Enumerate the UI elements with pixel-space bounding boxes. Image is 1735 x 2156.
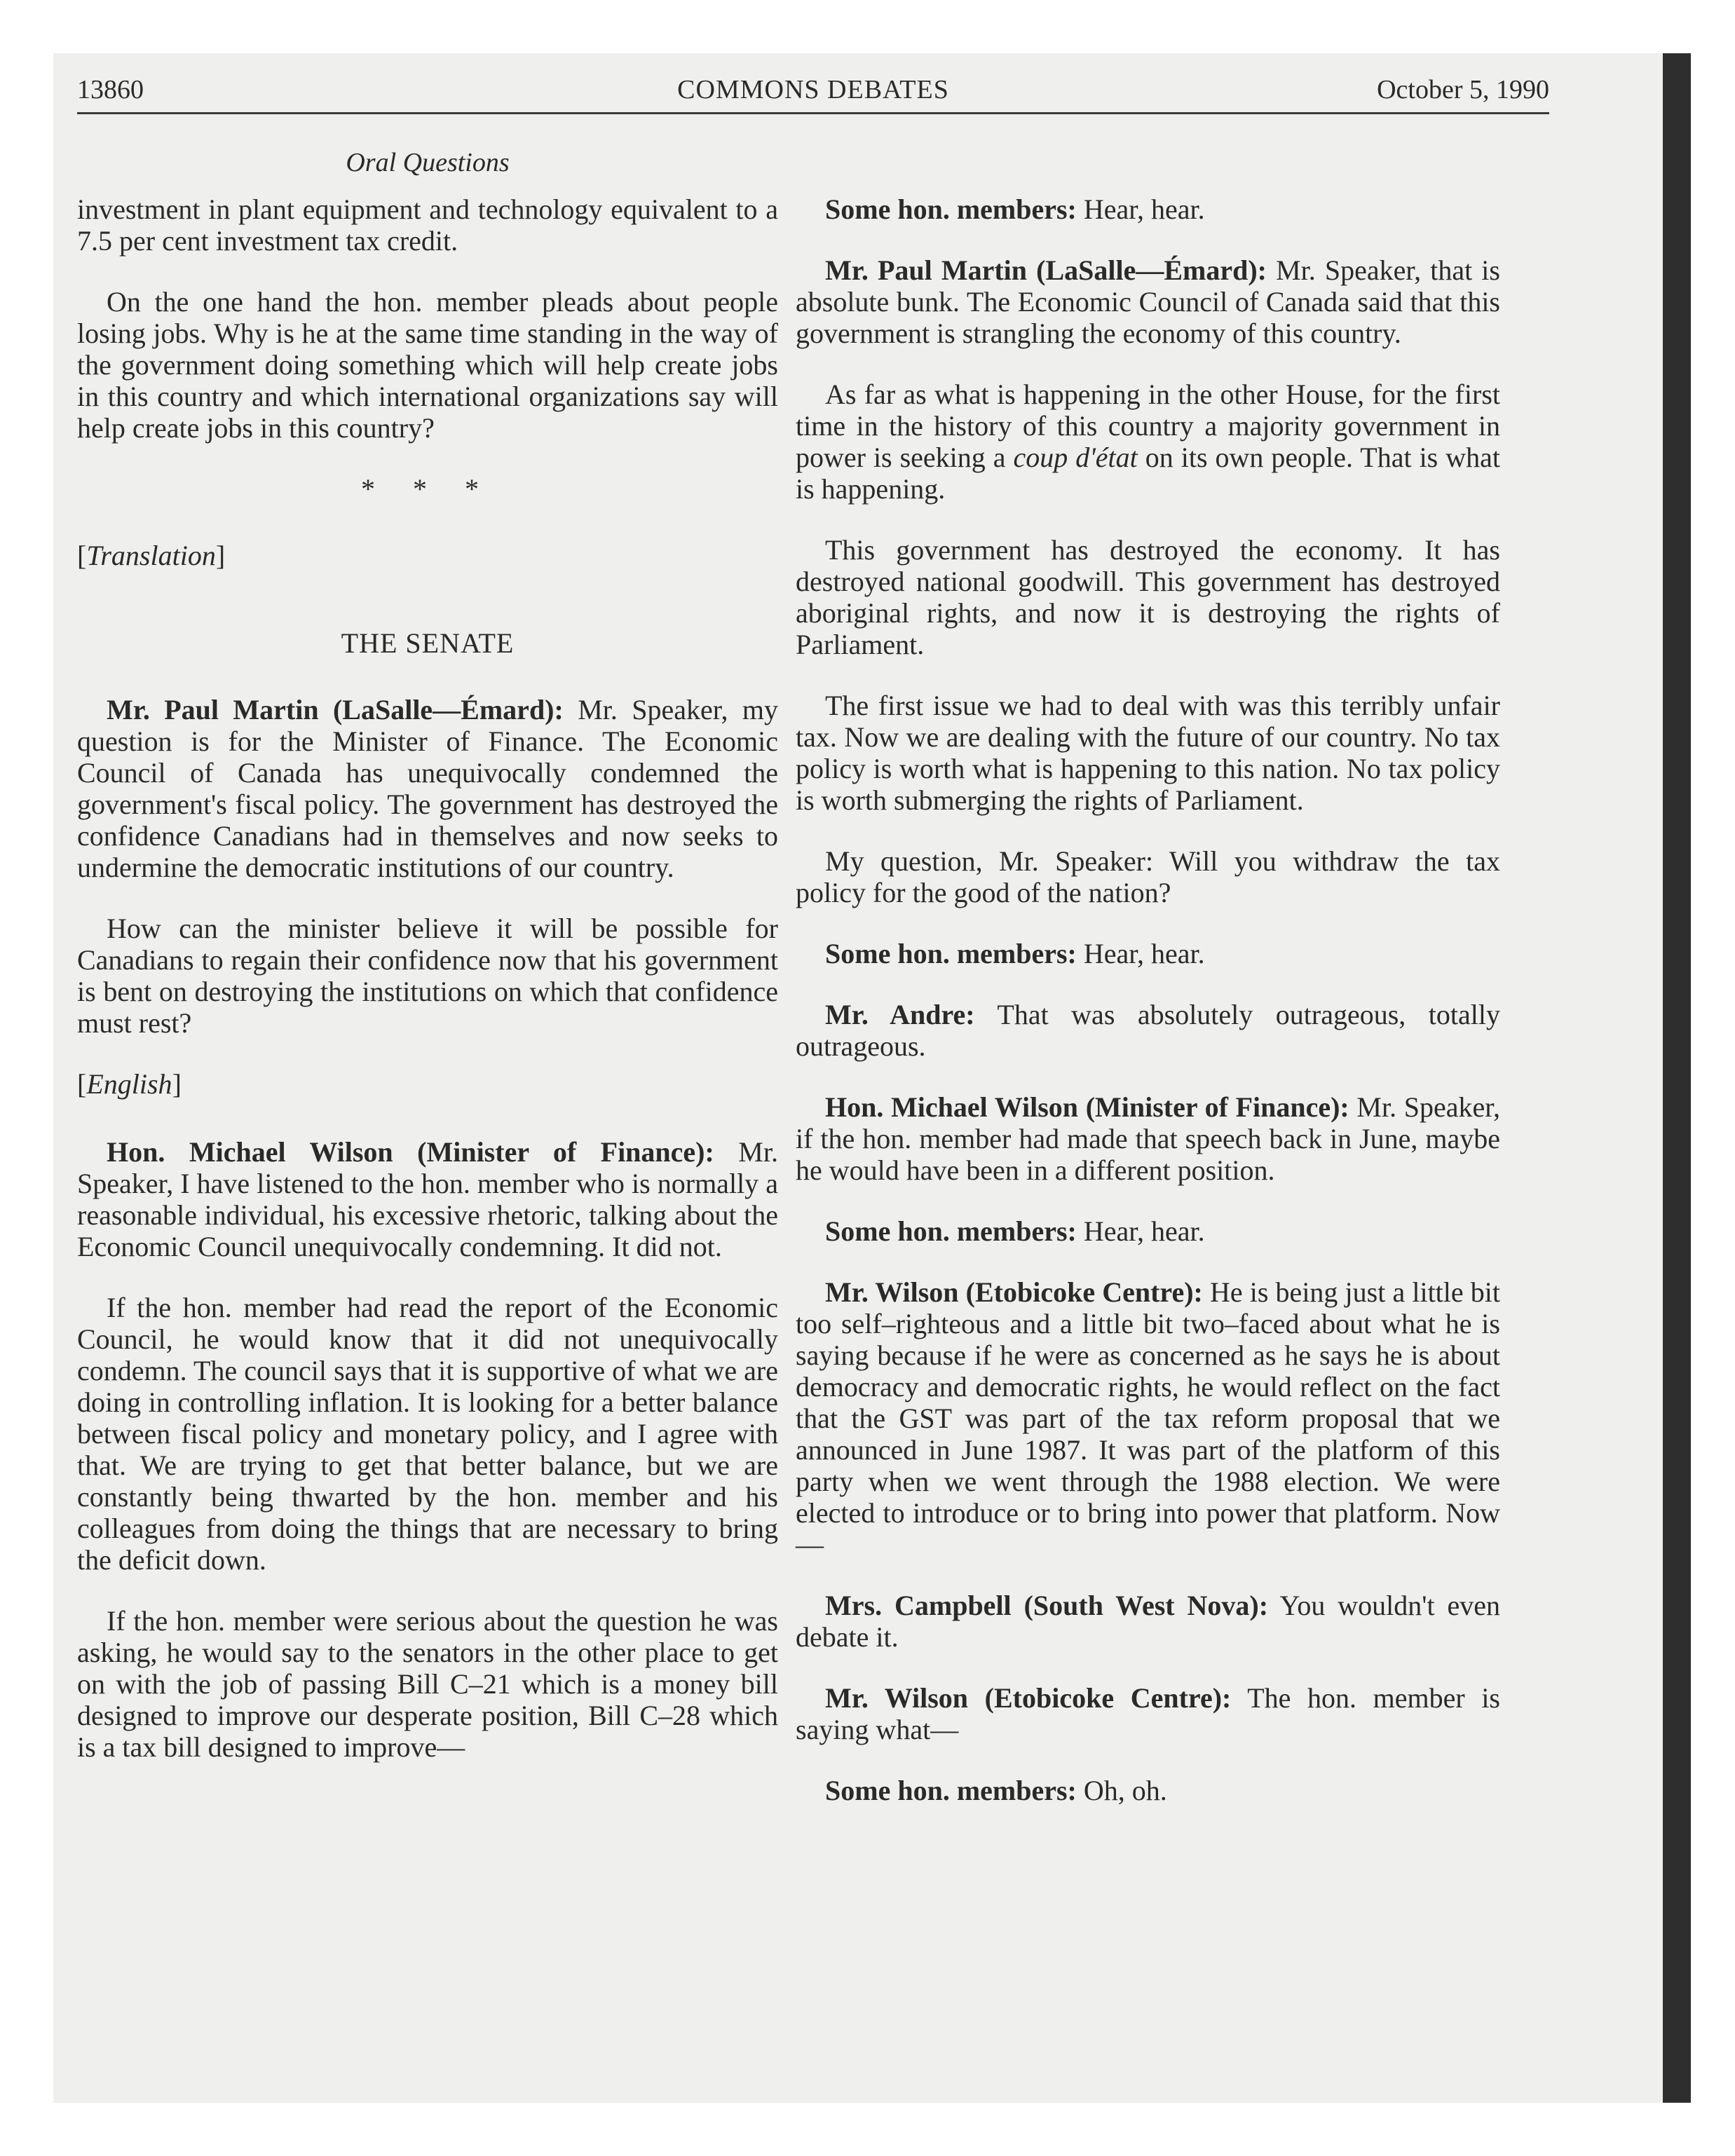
speech [796,1590,1500,1653]
speech-text: Hear, hear. [1076,193,1205,225]
speech [796,1775,1500,1806]
paragraph: investment in plant equipment and technology equivalent to a 7.5 per cent investment tax credit. [77,193,778,257]
speaker-name: Some hon. members: [825,193,1077,225]
speaker-name: Mr. Paul Martin (LaSalle—Émard): [107,694,564,725]
speech [77,1136,778,1262]
speech [796,938,1500,969]
language-tag-english: [English] [77,1068,182,1100]
speech-text: That was absolutely outrageous, totally outrageous. [796,999,1500,1062]
paragraph: My question, Mr. Speaker: Will you withdraw the tax policy for the good of the nation? [796,845,1500,908]
speaker-name: Mr. Paul Martin (LaSalle—Émard): [825,254,1267,286]
speech [796,1682,1500,1745]
speech [77,694,778,883]
section-break: * * * [361,473,494,505]
speech-text: You wouldn't even debate it. [796,1590,1500,1653]
paragraph: If the hon. member had read the report of the Economic Council, he would know that it did not unequivocally condemn. The council says that it is supportive of what we are doing in controlling inflation. It is looking for a better balance between fiscal policy and monetary policy, and I agree with that. We are trying to get that better balance, but we are constantly being thwarted by the hon. member and his colleagues from doing the things that are necessary to bring the deficit down. [77,1292,778,1576]
speaker-name: Some hon. members: [825,938,1077,969]
speaker-name: Hon. Michael Wilson (Minister of Finance): [107,1136,714,1168]
speech [796,193,1500,225]
speaker-name: Mr. Wilson (Etobicoke Centre): [825,1682,1232,1714]
page-header [77,70,1549,112]
language-tag-translation: [Translation] [77,540,226,571]
emphasis: coup d'état [1013,442,1138,473]
speech-text: As far as what is happening in the other House, for the first time in the history of this country a majority government in power is seeking a [796,378,1500,473]
paragraph: On the one hand the hon. member pleads about people losing jobs. Why is he at the same time standing in the way of the government doing something which will help create jobs in this country and which international organizations say will help create jobs in this country? [77,286,778,444]
speech-text: He is being just a little bit too self–righteous and a little bit two–faced about what he is saying because if he were as concerned as he says he is about democracy and democratic rights, he would reflect on the fact that the GST was part of the tax reform proposal that we announced in June 1987. It was part of the platform of this party when we went through the 1988 election. We were elected to introduce or to bring into power that platform. Now— [796,1276,1501,1560]
right-column [796,193,1500,1836]
speech [796,1215,1500,1247]
left-column [77,193,778,1792]
paragraph: If the hon. member were serious about the question he was asking, he would say to the senators in the other place to get on with the job of passing Bill C–21 which is a money bill designed to improve our desperate position, Bill C–28 which is a tax bill designed to improve— [77,1605,778,1763]
speaker-name: Mr. Andre: [825,999,975,1030]
speaker-name: Some hon. members: [825,1775,1077,1806]
binding-edge [1663,53,1691,2103]
page-number: 13860 [77,75,144,104]
speech [796,1091,1500,1186]
speech [796,1276,1500,1560]
speaker-name: Mr. Wilson (Etobicoke Centre): [825,1276,1203,1308]
speech [796,254,1500,349]
speaker-name: Hon. Michael Wilson (Minister of Finance): [825,1091,1349,1123]
speaker-name: Some hon. members: [825,1215,1077,1247]
speech-text: The hon. member is saying what— [796,1682,1500,1745]
paragraph [796,378,1500,505]
running-head: Oral Questions [346,148,510,177]
speaker-name: Mrs. Campbell (South West Nova): [825,1590,1269,1621]
speech-text: Mr. Speaker, I have listened to the hon. member who is normally a reasonable individual, his excessive rhetoric, talking about the Economic Council unequivocally condemning. It did not. [77,1136,778,1262]
tag-text: English [86,1068,172,1100]
speech-text: Oh, oh. [1076,1775,1167,1806]
header-rule [77,112,1549,114]
tag-text: Translation [86,540,216,571]
speech-text: Hear, hear. [1076,1215,1205,1247]
issue-date: October 5, 1990 [1377,75,1549,104]
speech-text: Hear, hear. [1076,938,1205,969]
publication-title: COMMONS DEBATES [677,75,949,104]
speech-text: Mr. Speaker, my question is for the Minister of Finance. The Economic Council of Canada has unequivocally condemned the government's fiscal policy. The government has destroyed the confidence Canadians had in themselves and now seeks to undermine the democratic institutions of our country. [77,694,778,883]
speech-text: Mr. Speaker, that is absolute bunk. The Economic Council of Canada said that this government is strangling the economy of this country. [796,254,1500,349]
paragraph: How can the minister believe it will be possible for Canadians to regain their confidence now that his government is bent on destroying the institutions on which that confidence must rest? [77,913,778,1039]
speech-text: Mr. Speaker, if the hon. member had made that speech back in June, maybe he would have been in a different position. [796,1091,1501,1186]
paragraph: The first issue we had to deal with was this terribly unfair tax. Now we are dealing with the future of our country. No tax policy is worth what is happening to this nation. No tax policy is worth submerging the rights of Parliament. [796,690,1500,816]
section-heading: THE SENATE [341,627,515,659]
speech-text: on its own people. That is what is happening. [796,442,1500,505]
speech [796,999,1500,1062]
paragraph: This government has destroyed the economy. It has destroyed national goodwill. This government has destroyed aboriginal rights, and now it is destroying the rights of Parliament. [796,534,1500,660]
